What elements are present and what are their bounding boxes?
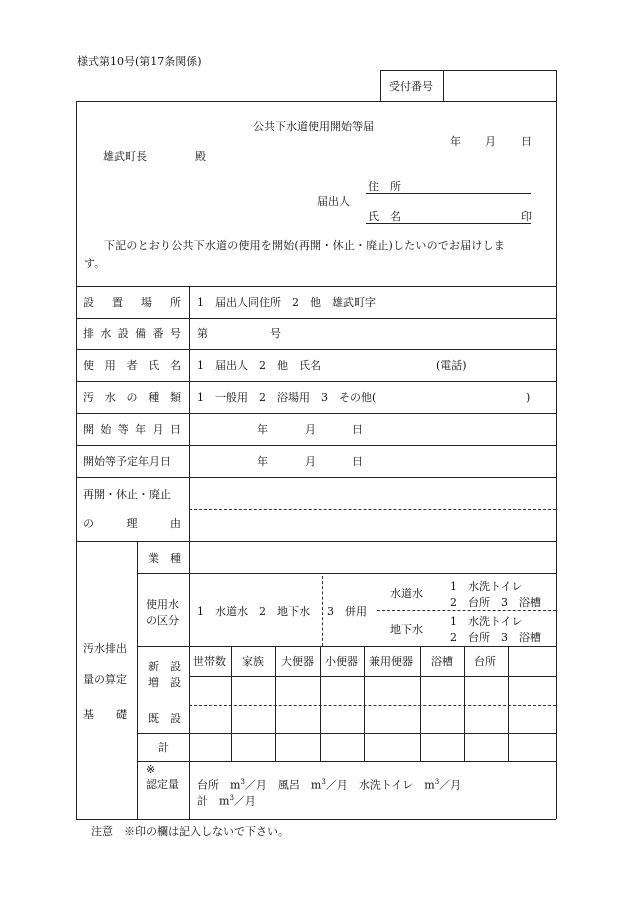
new-label: 新 設 (148, 660, 181, 673)
start-date-year: 年 (257, 423, 268, 436)
col-toilet-large: 大便器 (281, 655, 314, 668)
planned-date-label: 開始等予定年月日 (83, 455, 171, 468)
tap-water-label: 水道水 (390, 587, 423, 600)
col-bathtub: 浴槽 (431, 655, 453, 668)
existing-line (137, 733, 556, 734)
frame-left (76, 101, 77, 819)
col-divider-7 (508, 646, 509, 761)
frame-bottom (76, 819, 556, 820)
form-title: 公共下水道使用開始等届 (253, 120, 374, 133)
frame-top (76, 101, 556, 102)
industry-line (137, 573, 556, 574)
start-date-label: 開 始 等 年 月 日 (83, 423, 181, 436)
sewage-type-value[interactable]: 1 一般用 2 浴場用 3 その他( (197, 391, 377, 404)
user-value[interactable]: 1 届出人 2 他 氏名 (197, 359, 321, 372)
row-line-5 (76, 413, 556, 414)
label-column-divider (189, 286, 190, 541)
name-label: 氏 名 (368, 210, 401, 223)
footer-note: 注意 ※印の欄は記入しないで下さい。 (91, 825, 289, 838)
addressee-name: 雄武町長 (103, 150, 147, 163)
calc-section-label-1: 汚水排出 (83, 642, 127, 655)
location-value[interactable]: 1 届出人同住所 2 他 雄武町字 (197, 296, 376, 309)
col-divider-6 (464, 646, 465, 761)
water-class-value[interactable]: 1 水道水 2 地下水 (197, 605, 310, 618)
existing-label: 既 設 (148, 712, 181, 725)
col-divider-1 (231, 646, 232, 761)
equipment-prefix: 第 (197, 327, 208, 340)
tap-water-opt-1[interactable]: 1 水洗トイレ (450, 580, 523, 593)
col-urinal: 小便器 (325, 655, 358, 668)
planned-date-year: 年 (257, 455, 268, 468)
cert-line-1: 台所 $m^3/$月 風呂 $m^3/$月 水洗トイレ $m^3/$月 (197, 778, 462, 792)
location-label: 設 置 場 所 (83, 296, 181, 309)
combined-label[interactable]: 3 併用 (327, 605, 367, 618)
row-line-4 (76, 381, 556, 382)
receipt-box-left (380, 70, 381, 101)
ground-water-label: 地下水 (390, 623, 423, 636)
cert-total-label: 計 (197, 794, 208, 808)
planned-date-day: 日 (352, 455, 363, 468)
frame-right (556, 101, 557, 819)
calc-section-divider (137, 541, 138, 819)
col-divider-3 (320, 646, 321, 761)
sewage-type-label: 汚 水 の 種 類 (83, 391, 181, 404)
col-kitchen: 台所 (474, 655, 496, 668)
planned-date-month: 月 (305, 455, 316, 468)
seal-mark: 印 (521, 210, 532, 223)
total-label: 計 (158, 741, 169, 754)
row-line-3 (76, 349, 556, 350)
applicant-label: 届出人 (317, 195, 350, 208)
cert-toilet-label: 水洗トイレ (358, 778, 414, 792)
row-line-7 (76, 477, 556, 478)
calc-label-divider (189, 541, 190, 819)
water-class-label-1: 使用水 (146, 598, 179, 611)
date-month: 月 (485, 135, 496, 148)
reason-field[interactable] (191, 479, 554, 539)
row-line-1 (76, 286, 556, 287)
address-field-line[interactable] (366, 193, 531, 194)
row-line-2 (76, 318, 556, 319)
user-phone: (電話) (436, 359, 467, 372)
col-divider-4 (364, 646, 365, 761)
tap-water-opt-2[interactable]: 2 台所 3 浴槽 (450, 596, 541, 609)
receipt-box-divider (443, 70, 444, 101)
col-combined-toilet: 兼用便器 (369, 655, 413, 668)
row-line-8 (76, 541, 556, 542)
receipt-box-top (380, 70, 556, 71)
water-class-line (137, 646, 556, 647)
cert-line-2: 計 $m^3/$月 (197, 794, 256, 808)
reason-label-bottom: の 理 由 (83, 517, 181, 530)
col-family: 家族 (242, 655, 264, 668)
equipment-label: 排 水 設 備 番 号 (83, 327, 181, 340)
statement-line1: 下記のとおり公共下水道の使用を開始(再開・休止・廃止)したいのでお届けしま (104, 239, 505, 252)
calc-section-label-2: 量の算定 (83, 673, 127, 686)
cert-mark: ※ (146, 763, 156, 776)
sewage-type-close: ) (526, 391, 531, 404)
statement-line2: す。 (84, 257, 106, 270)
address-label: 住 所 (368, 180, 401, 193)
cert-bath-label: 風呂 (277, 778, 300, 792)
name-field-line[interactable] (366, 223, 531, 224)
combined-dashed-divider (322, 576, 323, 646)
new-row-dashed (189, 705, 556, 706)
date-year: 年 (450, 135, 461, 148)
ground-water-opt-2[interactable]: 2 台所 3 浴槽 (450, 631, 541, 644)
industry-label: 業 種 (148, 552, 181, 565)
expansion-label: 増 設 (148, 676, 181, 689)
row-line-6 (76, 445, 556, 446)
col-divider-5 (420, 646, 421, 761)
receipt-label: 受付番号 (389, 80, 433, 93)
fixture-header-line (189, 676, 556, 677)
receipt-number-field[interactable] (445, 72, 554, 100)
cert-kitchen-label: 台所 (197, 778, 219, 792)
form-number: 様式第10号(第17条関係) (77, 55, 202, 68)
start-date-day: 日 (352, 423, 363, 436)
water-class-label-2: の区分 (146, 614, 179, 627)
user-label: 使 用 者 氏 名 (83, 359, 181, 372)
ground-water-opt-1[interactable]: 1 水洗トイレ (450, 615, 523, 628)
start-date-month: 月 (305, 423, 316, 436)
cert-label: 認定量 (146, 778, 179, 791)
receipt-box-right (556, 70, 557, 101)
addressee-honorific: 殿 (195, 150, 206, 163)
date-day: 日 (521, 135, 532, 148)
col-household: 世帯数 (193, 655, 226, 668)
reason-label-top: 再開・休止・廃止 (83, 488, 171, 501)
col-divider-2 (275, 646, 276, 761)
total-line (137, 761, 556, 762)
industry-field[interactable] (191, 543, 554, 571)
combined-split-line (377, 610, 556, 611)
calc-section-label-3: 基 礎 (83, 708, 127, 721)
equipment-suffix: 号 (270, 327, 281, 340)
